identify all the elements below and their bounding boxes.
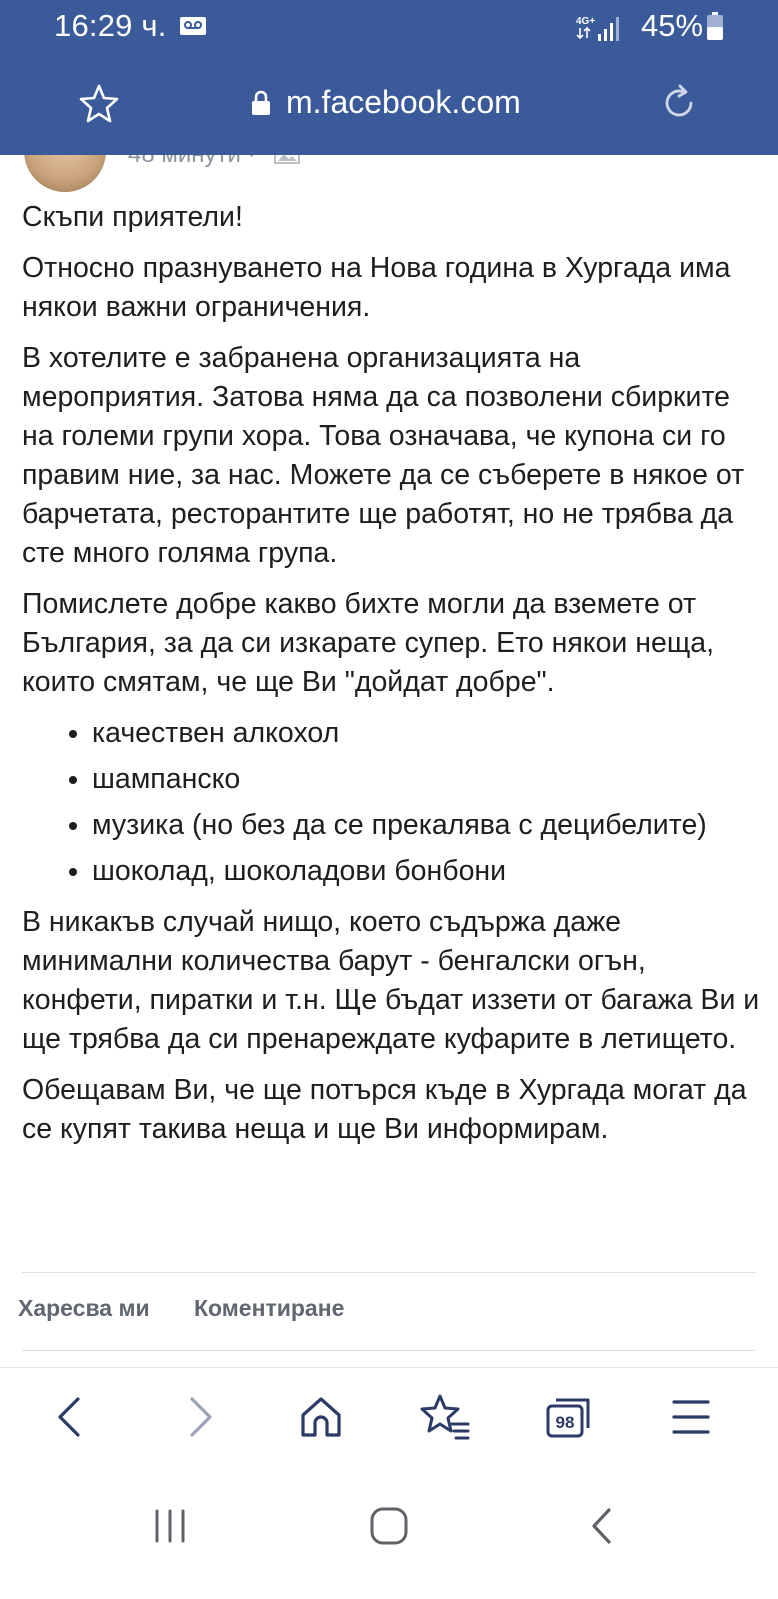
home-icon[interactable] xyxy=(294,1390,348,1444)
back-icon[interactable] xyxy=(44,1390,98,1444)
post-paragraph: В хотелите е забранена организацията на мероприятия. Затова няма да са позволени сбирките на големи групи хора. Това означава, че купона си го правим ние, за нас. Можете да се съберете в някое от барчетата, ресторантите ще работят, но не трябва да сте много голяма група. xyxy=(22,342,745,569)
list-item: • шоколад, шоколадови бонбони xyxy=(92,852,762,891)
url-text[interactable]: m.facebook.com xyxy=(286,84,521,120)
bookmark-star-icon[interactable] xyxy=(78,82,120,124)
list-item: • шампанско xyxy=(92,760,762,799)
post-paragraph: Помислете добре какво бихте могли да вземете от България, за да си изкарате супер. Ето някои неща, които смятам, че ще Ви "дойдат добре". xyxy=(22,588,715,698)
network-type-label: 4G+ xyxy=(576,16,596,27)
browser-header xyxy=(0,0,778,155)
menu-icon[interactable] xyxy=(664,1390,718,1444)
post-list xyxy=(22,714,762,891)
post-paragraph: В никакъв случай нищо, което съдържа даже минимални количества барут - бенгалски огън, конфети, пиратки и т.н. Ще бъдат иззети от багажа Ви и ще трябва да си пренареждате куфарите в летището. xyxy=(22,906,760,1055)
battery-percent: 45% xyxy=(641,8,704,43)
status-bar xyxy=(0,0,778,54)
tabs-count: 98 xyxy=(555,1413,575,1432)
recent-apps-icon[interactable] xyxy=(145,1501,195,1551)
address-bar xyxy=(0,70,778,140)
reload-icon[interactable] xyxy=(658,82,700,124)
like-button[interactable]: Харесва ми xyxy=(18,1295,150,1321)
home-button-icon[interactable] xyxy=(364,1501,414,1551)
post-paragraph: Относно празнуването на Нова година в Хургада има някои важни ограничения. xyxy=(22,252,731,323)
android-nav-bar xyxy=(0,1468,778,1599)
network-4g-icon xyxy=(576,14,620,42)
comment-button[interactable]: Коментиране xyxy=(194,1295,345,1321)
voicemail-icon xyxy=(180,17,206,35)
browser-toolbar xyxy=(0,1367,778,1468)
battery-icon xyxy=(707,12,723,40)
divider xyxy=(22,1350,756,1351)
divider xyxy=(22,1272,756,1273)
status-time: 16:29 ч. xyxy=(54,8,167,43)
bookmarks-icon[interactable] xyxy=(418,1390,472,1444)
list-item: • качествен алкохол xyxy=(92,714,762,753)
post-paragraph: Скъпи приятели! xyxy=(22,201,243,233)
lock-icon xyxy=(251,90,271,116)
forward-icon[interactable] xyxy=(172,1390,226,1444)
tabs-icon[interactable] xyxy=(542,1390,596,1444)
post-text xyxy=(22,198,762,1161)
back-button-icon[interactable] xyxy=(578,1501,628,1551)
post-paragraph: Обещавам Ви, че ще потърся къде в Хургада могат да се купят такива неща и ще Ви информирам. xyxy=(22,1074,747,1145)
list-item: • музика (но без да се прекалява с децибелите) xyxy=(92,806,762,845)
